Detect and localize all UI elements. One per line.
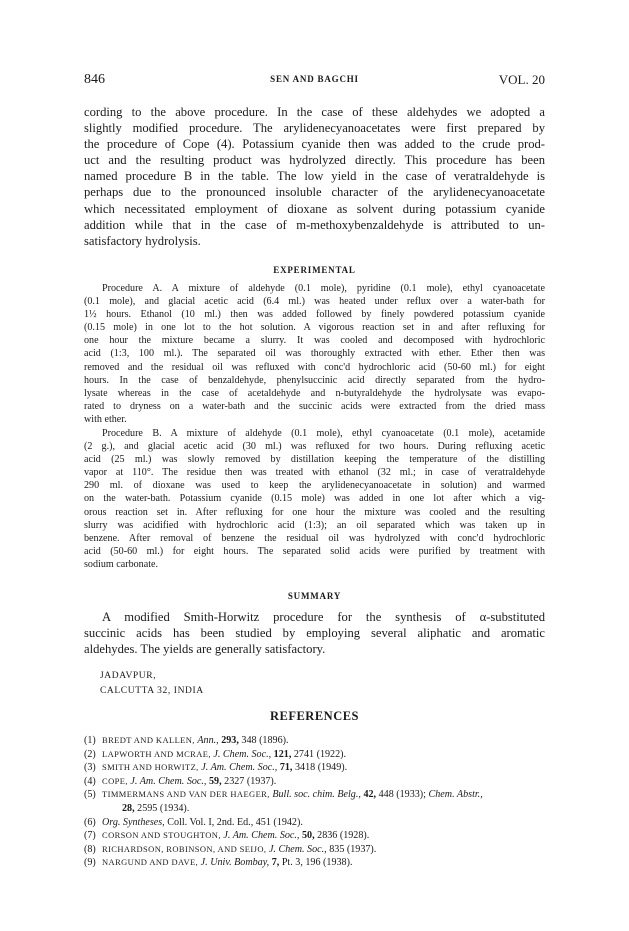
text-line: sodium carbonate. bbox=[84, 558, 158, 570]
reference-volume: 121, bbox=[273, 748, 292, 760]
text-line: perhaps due to the pronounced insoluble character of the arylidenecyanoacetate bbox=[84, 185, 545, 200]
reference-number: (4) bbox=[84, 775, 96, 787]
text-line: addition while that in the case of m-methoxybenzaldehyde is attributed to un- bbox=[84, 217, 545, 232]
reference-authors: SMITH AND HORWITZ, bbox=[102, 762, 199, 773]
reference-item bbox=[84, 816, 545, 830]
reference-item bbox=[84, 843, 545, 857]
reference-journal: J. Univ. Bombay, bbox=[200, 857, 270, 869]
reference-volume: 28, bbox=[122, 802, 135, 814]
reference-number: (9) bbox=[84, 857, 96, 869]
text-line: acid (25 ml.) was slowly removed by distillation keeping the temperature of the distilling bbox=[84, 454, 545, 466]
reference-item bbox=[84, 734, 545, 748]
reference-journal-2: Chem. Abstr., bbox=[428, 789, 483, 801]
text-line: one hour the mixture became a slurry. It was cooled and decomposed with hydrochloric bbox=[84, 335, 545, 347]
reference-authors: RICHARDSON, ROBINSON, AND SEIJO, bbox=[102, 843, 267, 854]
reference-authors: TIMMERMANS AND VAN DER HAEGER, bbox=[102, 789, 270, 800]
reference-continuation bbox=[84, 802, 545, 816]
reference-authors: CORSON AND STOUGHTON, bbox=[102, 830, 221, 841]
reference-number: (7) bbox=[84, 830, 96, 842]
text-line: benzene. After removal of benzene the residual oil was hydrolyzed with conc'd hydrochloric bbox=[84, 532, 545, 544]
text-line: vapor at 110°. The residue then was treated with ethanol (32 ml.; in case of veratraldehyde bbox=[84, 467, 545, 479]
text-line: cording to the above procedure. In the case of these aldehydes we adopted a bbox=[84, 105, 545, 119]
reference-item bbox=[84, 775, 545, 789]
procedure-a-paragraph bbox=[84, 282, 545, 426]
reference-number: (1) bbox=[84, 735, 96, 746]
text-line: satisfactory hydrolysis. bbox=[84, 233, 201, 248]
text-line: (0.15 mole) in one lot to the hot solution. A vigorous reaction set in and after refluxing for bbox=[84, 322, 545, 334]
reference-pages: Pt. 3, 196 (1938). bbox=[281, 857, 353, 869]
text-line: 290 ml. of dioxane was used to keep the arylidenecyanoacetate in solution) and warmed bbox=[84, 480, 545, 492]
reference-pages: 3418 (1949). bbox=[294, 762, 348, 774]
text-line: slurry was acidified with hydrochloric acid (1:3); an oil separated which was taken up in bbox=[84, 519, 545, 531]
text-line: acid (50-60 ml.) for eight hours. The separated solid acids were purified by treatment with bbox=[84, 545, 545, 557]
reference-list bbox=[84, 734, 545, 870]
reference-number: (2) bbox=[84, 748, 96, 760]
reference-pages: 448 (1933); bbox=[378, 789, 426, 801]
procedure-b-paragraph bbox=[84, 427, 545, 571]
reference-item bbox=[84, 761, 545, 775]
reference-pages: 348 (1896). bbox=[241, 735, 289, 746]
text-line: which necessitated employment of dioxane as solvent during potassium cyanide bbox=[84, 201, 545, 216]
text-line: named procedure B in the table. The low yield in the case of veratraldehyde is bbox=[84, 169, 545, 184]
text-line: (0.1 mole), and glacial acetic acid (6.4 ml.) was heated under reflux over a water-bath for bbox=[84, 296, 545, 308]
reference-journal: J. Am. Chem. Soc., bbox=[201, 762, 278, 774]
text-line: acid (1:3, 100 ml.). The separated oil was thoroughly extracted with ether. Ether then was bbox=[84, 348, 545, 360]
text-line: aldehydes. The yields are generally satisfactory. bbox=[84, 642, 326, 657]
text-line: removed and the residual oil was refluxed with conc'd hydrochloric acid (50-60 ml.) for eight bbox=[84, 361, 545, 373]
summary-heading: SUMMARY bbox=[287, 591, 342, 601]
author-address-line-1: JADAVPUR, bbox=[100, 671, 157, 681]
reference-pages: 2741 (1922). bbox=[293, 748, 347, 760]
reference-volume: 293, bbox=[221, 735, 239, 746]
text-line: (2 g.), and glacial acetic acid (30 ml.) was refluxed for two hours. During refluxing acetic bbox=[84, 441, 545, 453]
references-heading: REFERENCES bbox=[269, 709, 360, 723]
reference-number: (8) bbox=[84, 843, 96, 855]
intro-paragraph bbox=[84, 104, 545, 249]
text-line: succinic acids has been studied by employing several aliphatic and aromatic bbox=[84, 626, 545, 641]
text-line: orous reaction set in. After refluxing for one hour the mixture was cooled and the resulting bbox=[84, 506, 545, 518]
text-line: rated to dryness on a water-bath and the succinic acids were extracted from the dried mass bbox=[84, 400, 545, 412]
volume-number: VOL. 20 bbox=[498, 72, 545, 87]
text-line: lysate whereas in the case of acetaldehyde and n-butyraldehyde the hydrolysate was evapo- bbox=[84, 387, 545, 399]
reference-journal: J. Am. Chem. Soc., bbox=[223, 830, 300, 842]
reference-journal: Bull. soc. chim. Belg., bbox=[272, 789, 361, 801]
reference-pages: Coll. Vol. I, 2nd. Ed., 451 (1942). bbox=[167, 816, 303, 828]
reference-number: (5) bbox=[84, 789, 96, 801]
author-address-line-2: CALCUTTA 32, INDIA bbox=[100, 686, 204, 696]
text-line: 1½ hours. Ethanol (10 ml.) then was added followed by finely powdered potassium cyanide bbox=[84, 309, 545, 321]
text-line: uct and the resulting product was hydrolyzed directly. This procedure has been bbox=[84, 153, 545, 168]
reference-item bbox=[84, 748, 545, 762]
reference-volume: 50, bbox=[301, 830, 315, 842]
reference-pages: 2836 (1928). bbox=[317, 830, 370, 842]
reference-pages: 835 (1937). bbox=[329, 843, 377, 855]
text-line: slightly modified procedure. The arylidenecyanoacetates were first prepared by bbox=[84, 121, 545, 136]
reference-pages: 2327 (1937). bbox=[224, 775, 277, 787]
running-title: SEN AND BAGCHI bbox=[270, 74, 359, 84]
text-line: on the water-bath. Potassium cyanide (0.15 mole) was added in one lot after which a vig- bbox=[84, 493, 545, 505]
reference-item bbox=[84, 856, 545, 870]
reference-number: (3) bbox=[84, 762, 96, 774]
reference-pages: 2595 (1934). bbox=[137, 802, 190, 814]
reference-authors: LAPWORTH AND MCRAE, bbox=[102, 748, 211, 759]
reference-journal: J. Chem. Soc., bbox=[213, 748, 272, 760]
text-line: with ether. bbox=[84, 413, 127, 425]
reference-journal: J. Am. Chem. Soc., bbox=[130, 775, 207, 787]
reference-number: (6) bbox=[84, 816, 96, 828]
text-line: A modified Smith-Horwitz procedure for the synthesis of α-substituted bbox=[102, 610, 545, 624]
reference-journal: J. Chem. Soc., bbox=[268, 843, 327, 855]
reference-volume: 42, bbox=[363, 789, 377, 801]
reference-journal: Org. Syntheses, bbox=[102, 816, 165, 828]
running-header bbox=[84, 72, 545, 90]
reference-item bbox=[84, 829, 545, 843]
page-number: 846 bbox=[84, 72, 105, 87]
reference-authors: COPE, bbox=[102, 775, 128, 786]
reference-volume: 71, bbox=[279, 762, 293, 774]
reference-authors: NARGUND AND DAVE, bbox=[102, 857, 199, 868]
reference-authors: BREDT AND KALLEN, bbox=[102, 735, 195, 745]
experimental-heading: EXPERIMENTAL bbox=[273, 265, 356, 275]
text-line: Procedure B. A mixture of aldehyde (0.1 mole), ethyl cyanoacetate (0.1 mole), acetamide bbox=[102, 428, 545, 439]
reference-volume: 7, bbox=[271, 857, 280, 869]
reference-journal: Ann., bbox=[197, 735, 219, 746]
reference-volume: 59, bbox=[209, 775, 222, 787]
text-line: hours. In the case of benzaldehyde, phenylsuccinic acid directly separated from the hydro- bbox=[84, 374, 545, 386]
summary-paragraph bbox=[84, 609, 545, 657]
reference-item bbox=[84, 788, 545, 802]
text-line: the procedure of Cope (4). Potassium cyanide then was added to the crude prod- bbox=[84, 137, 545, 152]
text-line: Procedure A. A mixture of aldehyde (0.1 mole), pyridine (0.1 mole), ethyl cyanoacetate bbox=[102, 283, 545, 294]
